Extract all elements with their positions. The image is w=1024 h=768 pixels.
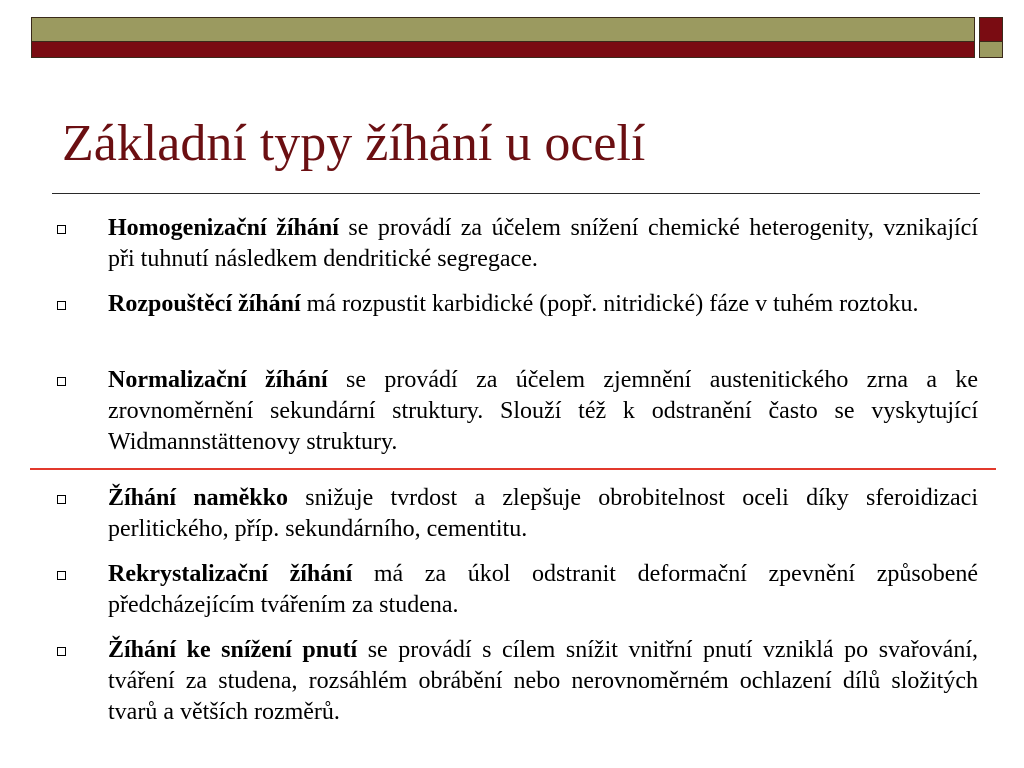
square-bullet-icon [57,301,66,310]
square-bullet-icon [57,377,66,386]
list-item-term: Homogenizační žíhání [108,215,339,241]
list-item-text [108,559,978,621]
list-item-description: má rozpustit karbidické (popř. nitridické) fáze v tuhém roztoku. [300,291,919,317]
header-band-olive [31,17,975,42]
square-bullet-icon [57,571,66,580]
list-item-term: Žíhání naměkko [108,485,288,511]
list-item [108,483,978,545]
list-item-text [108,365,978,458]
list-item [108,213,978,275]
square-bullet-icon [57,495,66,504]
list-item-text [108,289,978,320]
slide-title: Základní typy žíhání u ocelí [62,115,646,172]
list-item [108,635,978,728]
corner-square-olive [979,41,1003,58]
list-item-description: se provádí za účelem snížení chemické heterogenity, vznikající při tuhnutí následkem dendritické segregace. [108,215,978,272]
list-item-description: má za úkol odstranit deformační zpevnění způsobené předcházejícím tvářením za studena. [108,561,978,618]
list-item [108,559,978,621]
red-divider-line [30,468,996,470]
list-item [108,365,978,458]
list-item-description: se provádí s cílem snížit vnitřní pnutí vzniklá po svařování, tváření za studena, rozsáhlém obrábění nebo nerovnoměrném ochlazení dílů složitých tvarů a větších rozměrů. [108,637,979,725]
list-item-text [108,483,978,545]
list-item-term: Rekrystalizační žíhání [108,561,353,587]
title-underline [52,193,980,194]
list-item-text [108,213,978,275]
list-item-description: snižuje tvrdost a zlepšuje obrobitelnost oceli díky sferoidizaci perlitického, příp. sekundárního, cementitu. [108,485,978,542]
header-band-maroon [31,41,975,58]
square-bullet-icon [57,225,66,234]
list-item-term: Normalizační žíhání [108,367,328,393]
list-item-description: se provádí za účelem zjemnění austenitického zrna a ke zrovnoměrnění sekundární struktury. Slouží též k odstranění často se vyskytující Widmannstättenovy struktury. [108,367,978,455]
list-item-text [108,635,978,728]
square-bullet-icon [57,647,66,656]
corner-square-maroon [979,17,1003,42]
list-item-term: Žíhání ke snížení pnutí [108,637,358,663]
list-item [108,289,978,320]
list-item-term: Rozpouštěcí žíhání [108,291,301,317]
